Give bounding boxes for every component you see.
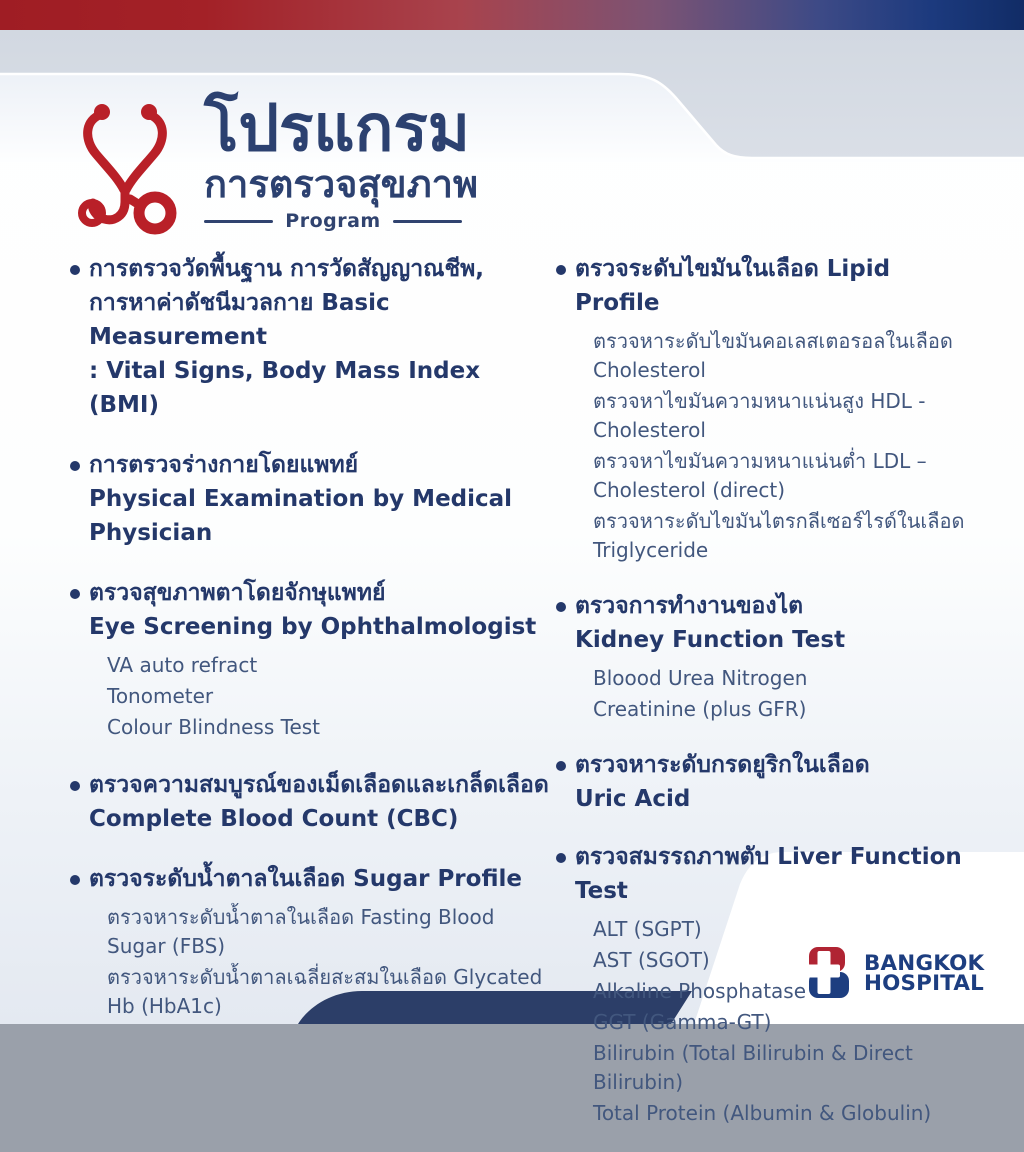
checkup-item-body: [89, 252, 556, 422]
checkup-title-line: ตรวจความสมบูรณ์ของเม็ดเลือดและเกล็ดเลือด: [89, 772, 549, 798]
checkup-item-body: [575, 589, 970, 724]
checkup-item: [70, 252, 556, 422]
checkup-item-title: [575, 840, 970, 908]
checkup-sub-item: Colour Blindness Test: [107, 715, 321, 739]
checkup-sub-item: ตรวจหาไขมันความหนาแน่นต่ำ LDL – Cholesterol (direct): [593, 449, 927, 502]
program-label: Program: [285, 210, 381, 232]
page-title: โปรแกรม: [204, 92, 470, 166]
checkup-title-line: Physical Examination by Medical Physician: [89, 486, 513, 546]
bullet-icon: [556, 761, 566, 771]
checkup-title-line: การหาค่าดัชนีมวลกาย Basic Measurement: [89, 290, 390, 350]
checkup-title-line: ตรวจสุขภาพตาโดยจักษุแพทย์: [89, 580, 386, 606]
brand-line-2: HOSPITAL: [864, 970, 985, 995]
right-rule: [393, 220, 462, 223]
checkup-item-title: [89, 862, 556, 896]
bullet-icon: [556, 265, 566, 275]
column-right: [556, 252, 970, 1152]
checkup-item-body: [89, 448, 556, 550]
stethoscope-icon: [62, 92, 188, 230]
checkup-sub-item: Creatinine (plus GFR): [593, 697, 807, 721]
checkup-sub-item: ตรวจหาระดับไขมันคอเลสเตอรอลในเลือด Cholesterol: [593, 329, 953, 382]
checkup-item-title: [575, 252, 970, 320]
checkup-sub-item: Tonometer: [107, 684, 214, 708]
brand-name: [864, 950, 985, 995]
checkup-item: [70, 576, 556, 742]
page-subtitle: การตรวจสุขภาพ: [204, 162, 479, 206]
checkup-title-line: : Vital Signs, Body Mass Index (BMI): [89, 358, 481, 418]
checkup-item-title: [89, 768, 556, 836]
checkup-title-line: ตรวจสมรรถภาพตับ Liver Function Test: [575, 844, 962, 904]
bullet-icon: [556, 853, 566, 863]
checkup-item-title: [89, 576, 556, 644]
checkup-item: [70, 448, 556, 550]
checkup-item: [556, 589, 970, 724]
checkup-columns: [70, 252, 970, 1152]
bangkok-hospital-logo-icon: [805, 945, 855, 1000]
checkup-item-body: [575, 748, 970, 816]
program-header: [62, 92, 478, 232]
checkup-item: [70, 768, 556, 836]
checkup-item: [556, 252, 970, 565]
bullet-icon: [70, 781, 80, 791]
checkup-sub-item: ตรวจหาไขมันความหนาแน่นสูง HDL - Cholesterol: [593, 389, 926, 442]
checkup-item-body: [575, 252, 970, 565]
checkup-title-line: Uric Acid: [575, 786, 691, 812]
checkup-item-title: [89, 252, 556, 422]
checkup-sub-item: VA auto refract: [107, 653, 258, 677]
checkup-sub-item: ตรวจหาระดับน้ำตาลในเลือด Fasting Blood Sugar (FBS): [107, 905, 495, 958]
checkup-sub-item: ตรวจหาระดับน้ำตาลเฉลี่ยสะสมในเลือด Glycated Hb (HbA1c): [107, 965, 543, 1018]
checkup-sub-item: Total Protein (Albumin & Globulin): [593, 1101, 932, 1125]
checkup-item-title: [89, 448, 556, 550]
checkup-title-line: Eye Screening by Ophthalmologist: [89, 614, 537, 640]
checkup-item-title: [575, 589, 970, 657]
checkup-item: [556, 748, 970, 816]
checkup-title-line: Kidney Function Test: [575, 627, 846, 653]
checkup-sub-item: Bilirubin (Total Bilirubin & Direct Bilirubin): [593, 1041, 913, 1094]
checkup-title-line: การตรวจร่างกายโดยแพทย์: [89, 452, 359, 478]
top-gradient-bar: [0, 0, 1024, 30]
checkup-item: [70, 862, 556, 1021]
checkup-sub-item: Bloood Urea Nitrogen: [593, 666, 808, 690]
checkup-item-body: [89, 768, 556, 836]
checkup-title-line: ตรวจหาระดับกรดยูริกในเลือด: [575, 752, 870, 778]
checkup-title-line: การตรวจวัดพื้นฐาน การวัดสัญญาณชีพ,: [89, 256, 484, 282]
bullet-icon: [70, 589, 80, 599]
checkup-sub-item: Alkaline Phosphatase: [593, 979, 807, 1003]
checkup-title-line: ตรวจการทำงานของไต: [575, 593, 804, 619]
bullet-icon: [70, 461, 80, 471]
checkup-item-title: [575, 748, 970, 816]
bullet-icon: [556, 602, 566, 612]
bullet-icon: [70, 265, 80, 275]
left-rule: [204, 220, 273, 223]
brand-line-1: BANGKOK: [864, 950, 985, 975]
footer-brand: [805, 945, 985, 1000]
program-label-row: [204, 210, 462, 232]
checkup-item-body: [89, 862, 556, 1021]
checkup-title-line: ตรวจระดับไขมันในเลือด Lipid Profile: [575, 256, 891, 316]
checkup-title-line: ตรวจระดับน้ำตาลในเลือด Sugar Profile: [89, 866, 522, 892]
checkup-sub-item: ALT (SGPT): [593, 917, 702, 941]
checkup-sub-item: GGT (Gamma-GT): [593, 1010, 772, 1034]
checkup-sub-item: ตรวจหาระดับไขมันไตรกลีเซอร์ไรด์ในเลือด Triglyceride: [593, 509, 965, 562]
column-left: [70, 252, 556, 1152]
bullet-icon: [70, 875, 80, 885]
checkup-item-body: [89, 576, 556, 742]
checkup-sub-item: AST (SGOT): [593, 948, 710, 972]
checkup-title-line: Complete Blood Count (CBC): [89, 806, 459, 832]
